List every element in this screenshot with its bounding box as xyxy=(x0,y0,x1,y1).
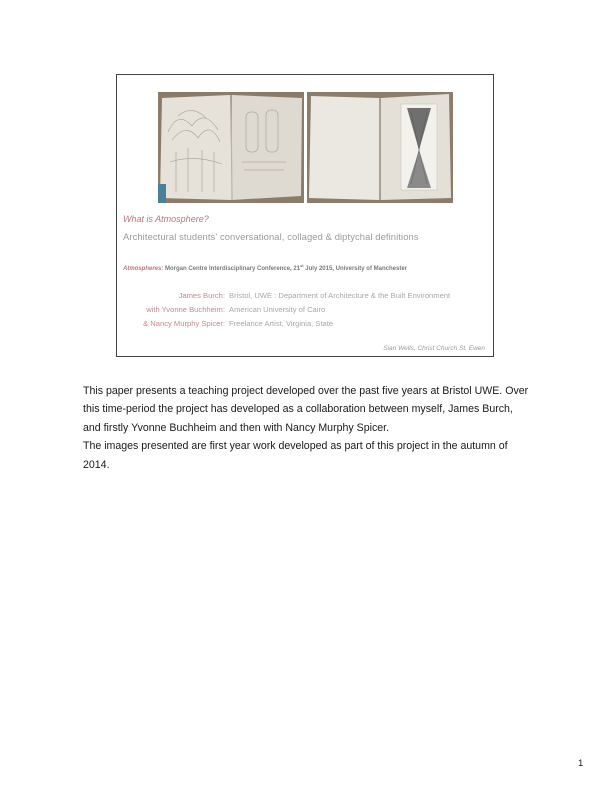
conference-name-part1: Morgan Centre Interdisciplinary Conference, 21 xyxy=(163,266,301,272)
body-paragraph: This paper presents a teaching project developed over the past five years at Bristol UWE. Over this time-period the project has developed as a collaboration between myself, James Burch, and firstly Yvonne Buchheim and then with Nancy Murphy Spicer. xyxy=(83,385,529,434)
slide-subtitle: Architectural students' conversational, collaged & diptychal definitions xyxy=(123,231,419,242)
page-number: 1 xyxy=(578,758,584,769)
sketchbook-photo-right xyxy=(307,92,453,203)
credit-affiliation: Bristol, UWE : Department of Architecture & the Built Environment xyxy=(229,291,451,300)
slide-frame xyxy=(116,74,494,357)
credit-affiliation: American University of Cairo xyxy=(229,305,326,314)
credit-affiliation: Freelance Artist, Virginia, State xyxy=(229,319,334,328)
conference-ordinal: st xyxy=(300,263,304,268)
credit-affiliations xyxy=(229,289,450,331)
credit-name: James Burch: xyxy=(178,291,225,300)
body-paragraph: The images presented are first year work developed as part of this project in the autumn of 2014. xyxy=(83,440,508,471)
conference-label: Atmospheres: xyxy=(123,266,164,272)
photo-credit: Sian Wells, Christ Church St. Ewen xyxy=(383,345,485,352)
conference-line xyxy=(123,263,407,272)
body-text xyxy=(83,382,533,474)
credit-names xyxy=(143,289,225,331)
sketchbook-photo-left xyxy=(158,92,304,203)
credit-name: & Nancy Murphy Spicer: xyxy=(143,319,225,328)
conference-name-part2: July 2015, University of Manchester xyxy=(303,266,407,272)
credit-name: with Yvonne Buchheim: xyxy=(146,305,225,314)
slide-title: What is Atmosphere? xyxy=(123,214,209,224)
